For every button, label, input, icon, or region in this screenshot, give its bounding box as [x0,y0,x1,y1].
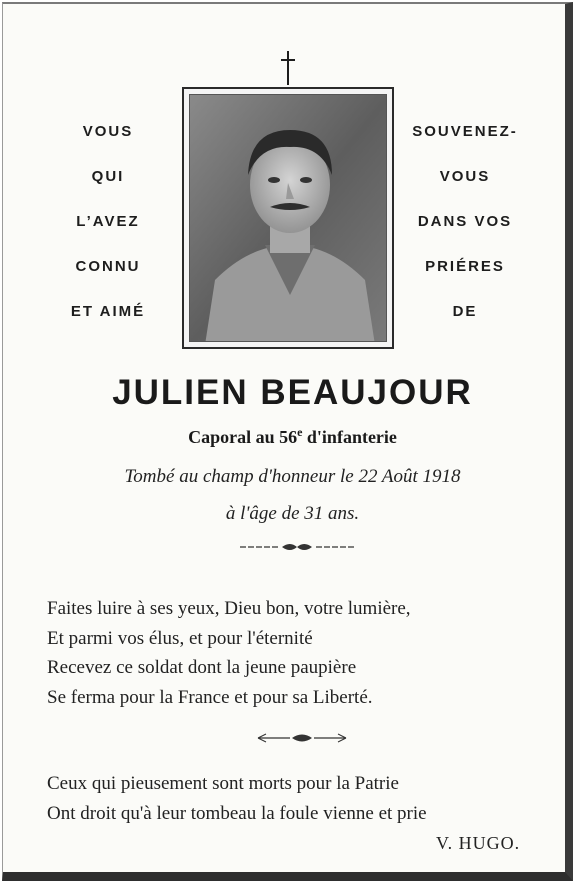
poem-line: Recevez ce soldat dont la jeune paupière [47,657,357,678]
poem-author: V. HUGO. [436,833,521,853]
rank-unit: d'infanterie [302,427,397,447]
soldier-portrait-icon [190,95,387,342]
left-line: QUI [91,168,125,185]
poem-line: Ont droit qu'à leur tombeau la foule vienne et prie [47,802,427,824]
portrait-frame [182,87,394,349]
death-notice: Tombé au champ d'honneur le 22 Août 1918 [124,466,461,487]
ornament-divider-icon [238,540,356,554]
cross-icon [278,50,298,86]
left-line: L’AVEZ [76,213,140,230]
ornament-divider-icon [256,731,348,745]
right-line: PRIÉRES [425,258,505,275]
poem-stanza-2 [47,769,567,828]
right-line: DANS VOS [417,213,513,230]
right-inscription [395,122,535,347]
poem-stanza-1 [47,594,567,712]
poem-line: Faites luire à ses yeux, Dieu bon, votre lumière, [47,598,411,619]
military-rank [0,425,585,448]
left-line: VOUS [82,123,134,140]
rank-text: Caporal au 56 [188,427,298,447]
rank-ordinal: e [297,425,303,439]
age-notice: à l'âge de 31 ans. [225,503,360,524]
poem-line: Ceux qui pieusement sont morts pour la Patrie [47,773,399,794]
left-line: ET AIMÉ [70,303,146,320]
right-line: SOUVENEZ- [412,123,518,140]
deceased-name: JULIEN BEAUJOUR [112,373,473,412]
left-line: CONNU [75,258,141,275]
right-line: VOUS [439,168,491,185]
right-line: DE [452,303,478,320]
poem-line: Et parmi vos élus, et pour l'éternité [47,627,313,649]
poem-line: Se ferma pour la France et pour sa Liberté. [47,686,373,708]
portrait-photo [189,94,387,342]
left-inscription [52,122,164,347]
